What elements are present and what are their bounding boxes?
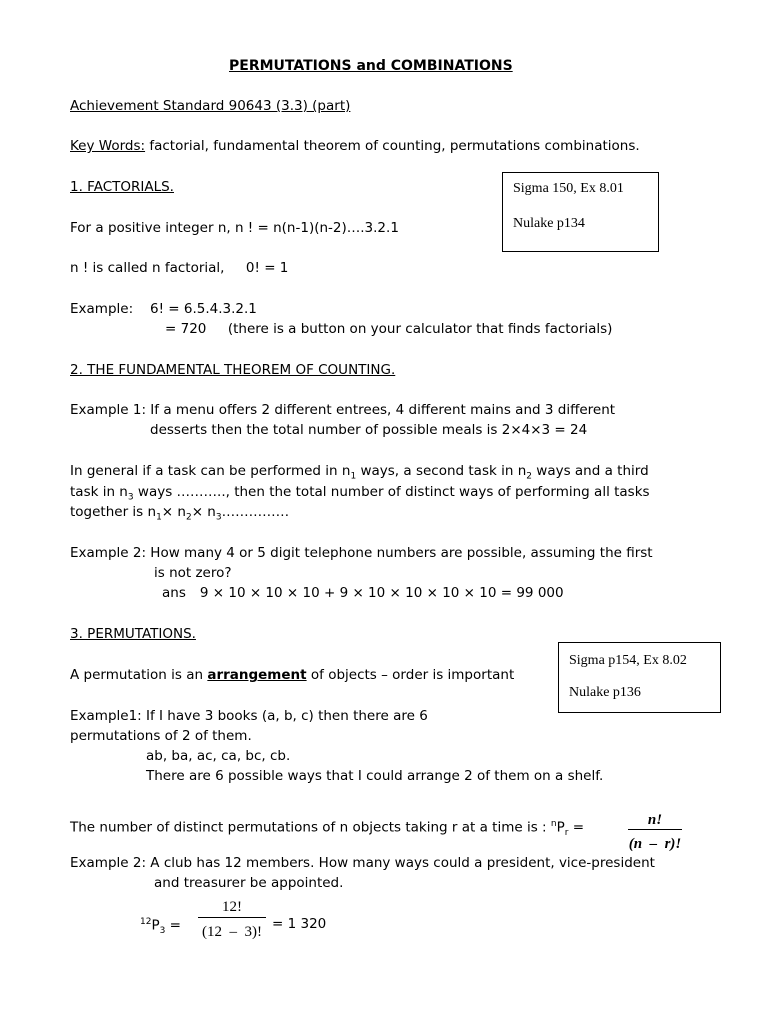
text-run: =	[165, 917, 181, 934]
fraction-numerator: 12!	[222, 899, 242, 915]
permutation-example2-expr	[140, 918, 181, 936]
permutation-example2-fraction	[198, 899, 266, 943]
achievement-standard: Achievement Standard 90643 (3.3) (part)	[70, 98, 351, 114]
text-run: ……………	[221, 504, 290, 520]
subscript: 1	[350, 471, 357, 482]
fundamental-general-line	[70, 506, 289, 523]
permutation-formula-text	[70, 820, 584, 838]
fraction-bar	[628, 829, 682, 830]
text-run: × n	[161, 504, 186, 520]
answer-label: ans	[162, 585, 186, 601]
permutation-example2-result: = 1 320	[272, 916, 327, 932]
subscript: 3	[159, 926, 166, 937]
text-run: ways, a second task in n	[356, 463, 527, 479]
factorial-definition: For a positive integer n, n ! = n(n-1)(n-2)….3.2.1	[70, 220, 399, 236]
key-words	[70, 140, 640, 154]
superscript: 12	[140, 917, 152, 927]
factorial-name: n ! is called n factorial, 0! = 1	[70, 260, 289, 276]
permutation-definition	[70, 669, 514, 683]
permutation-example1-line: permutations of 2 of them.	[70, 728, 252, 744]
subscript: 2	[526, 471, 532, 482]
reference-box-line: Nulake p136	[569, 685, 641, 700]
text-run: =	[568, 819, 585, 836]
fundamental-example1-line: Example 1: If a menu offers 2 different entrees, 4 different mains and 3 different	[70, 402, 616, 418]
reference-box-factorials	[502, 172, 659, 252]
fundamental-general-line	[70, 486, 650, 503]
key-words-text: factorial, fundamental theorem of counting, permutations combinations.	[145, 138, 640, 154]
emphasis-arrangement: arrangement	[207, 667, 307, 683]
answer-expression: 9 × 10 × 10 × 10 + 9 × 10 × 10 × 10 × 10 = 99 000	[199, 585, 564, 601]
fundamental-example1-line: desserts then the total number of possible meals is 2×4×3 = 24	[150, 422, 588, 438]
permutation-example1-line: There are 6 possible ways that I could arrange 2 of them on a shelf.	[146, 768, 604, 784]
text-run: of objects – order is important	[306, 667, 515, 683]
fundamental-general-line	[70, 465, 649, 482]
text-run: together is n	[70, 504, 157, 520]
subscript: 2	[185, 512, 192, 523]
superscript: n	[550, 819, 557, 829]
reference-box-line: Nulake p134	[513, 216, 585, 231]
fraction-bar	[198, 917, 266, 918]
section-heading-permutations: 3. PERMUTATIONS.	[70, 626, 196, 642]
fraction-numerator: n!	[647, 812, 663, 828]
permutation-example1-line: Example1: If I have 3 books (a, b, c) then there are 6	[70, 708, 428, 724]
permutation-example1-list: ab, ba, ac, ca, bc, cb.	[146, 748, 291, 764]
factorial-example-line: 6! = 6.5.4.3.2.1	[150, 301, 257, 317]
text-run: ways ……….., then the total number of distinct ways of performing all tasks	[133, 484, 650, 500]
subscript: 3	[215, 512, 222, 523]
text-run: The number of distinct permutations of n objects taking r at a time is :	[70, 819, 551, 836]
subscript: r	[564, 828, 569, 839]
permutation-example2-line: Example 2: A club has 12 members. How many ways could a president, vice-president	[70, 855, 655, 871]
section-heading-fundamental-theorem: 2. THE FUNDAMENTAL THEOREM OF COUNTING.	[70, 362, 396, 378]
factorial-example-label: Example:	[70, 301, 134, 317]
text-run: task in n	[70, 484, 128, 500]
fundamental-example2-answer	[162, 587, 564, 601]
text-run: ways and a third	[531, 463, 649, 479]
subscript: 1	[156, 512, 162, 523]
subscript: 3	[127, 492, 134, 503]
reference-box-permutations	[558, 642, 721, 713]
permutation-formula-fraction	[628, 812, 682, 854]
key-words-label: Key Words:	[70, 138, 146, 154]
text-run: A permutation is an	[70, 667, 208, 683]
fundamental-example2-line: is not zero?	[154, 565, 232, 581]
text-run: P	[151, 917, 160, 934]
factorial-example-result: = 720 (there is a button on your calculator that finds factorials)	[165, 321, 613, 337]
permutation-example2-line: and treasurer be appointed.	[154, 875, 344, 891]
reference-box-line: Sigma 150, Ex 8.01	[513, 181, 624, 196]
fraction-denominator: (n – r)!	[628, 836, 682, 852]
text-run: P	[556, 819, 565, 836]
fundamental-example2-line: Example 2: How many 4 or 5 digit telephone numbers are possible, assuming the first	[70, 545, 653, 561]
page-title: PERMUTATIONS and COMBINATIONS	[229, 58, 513, 74]
text-run: In general if a task can be performed in n	[70, 463, 351, 479]
section-heading-factorials: 1. FACTORIALS.	[70, 179, 174, 195]
fraction-denominator: (12 – 3)!	[202, 924, 262, 940]
text-run: × n	[191, 504, 216, 520]
reference-box-line: Sigma p154, Ex 8.02	[569, 653, 687, 668]
